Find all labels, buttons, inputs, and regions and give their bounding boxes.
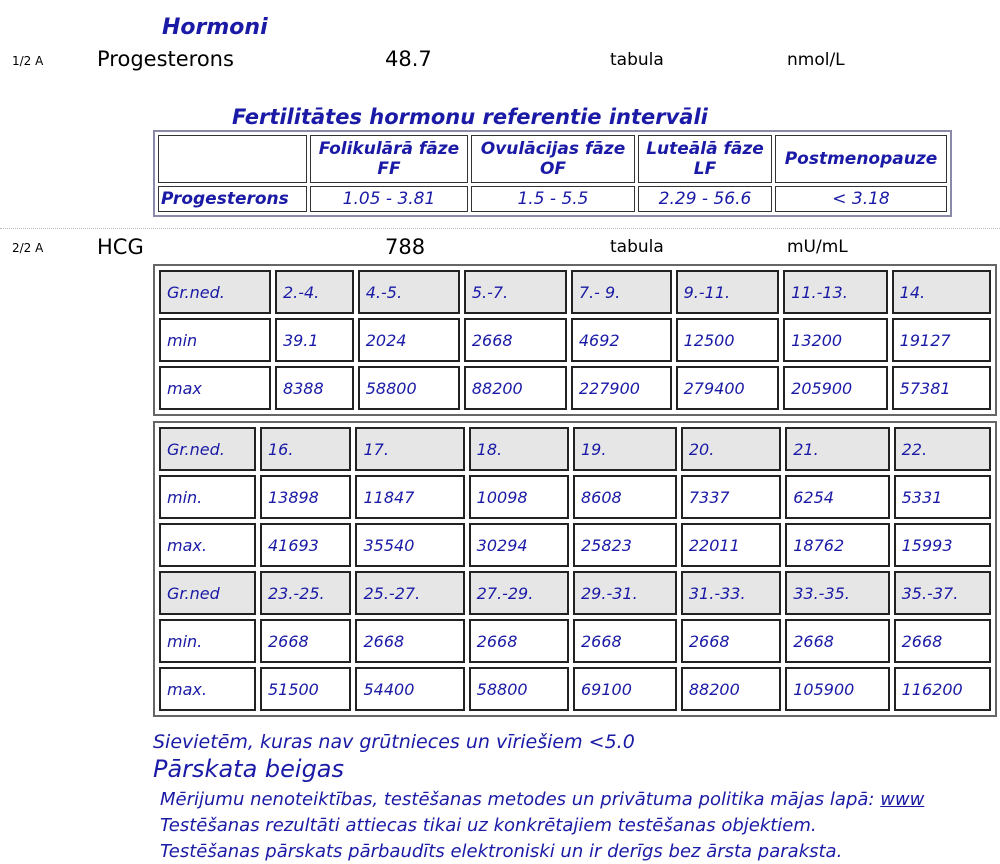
footer-line-policy [160, 789, 924, 810]
table-cell: Gr.ned. [159, 270, 271, 314]
table-cell: 105900 [785, 667, 889, 711]
table-cell: 18. [469, 427, 569, 471]
result-unit: mU/mL [787, 237, 848, 257]
table-cell: 2668 [785, 619, 889, 663]
table-cell: 2668 [464, 318, 567, 362]
result-reference: tabula [610, 237, 664, 257]
table-cell: 1.5 - 5.5 [471, 186, 635, 212]
table-row [159, 270, 991, 314]
table-cell: 2668 [260, 619, 352, 663]
table-row [159, 427, 991, 471]
footer-line-scope: Testēšanas rezultāti attiecas tikai uz konkrētajiem testēšanas objektiem. [160, 815, 817, 836]
table-cell: 30294 [469, 523, 569, 567]
table-cell: Gr.ned [159, 571, 256, 615]
table-cell: 11847 [355, 475, 464, 519]
table-cell: min. [159, 475, 256, 519]
table-cell: 15993 [894, 523, 991, 567]
table-cell: max [159, 366, 271, 410]
table-cell: Progesterons [158, 186, 307, 212]
table-cell: 57381 [892, 366, 991, 410]
table-cell: max. [159, 667, 256, 711]
table-cell: 88200 [681, 667, 781, 711]
report-end-title: Pārskata beigas [153, 755, 345, 783]
table-cell: 205900 [783, 366, 888, 410]
table-row [158, 186, 947, 212]
table-cell: 11.-13. [783, 270, 888, 314]
table-cell: 58800 [358, 366, 460, 410]
result-reference: tabula [610, 50, 664, 70]
table-row [159, 571, 991, 615]
table-cell: 18762 [785, 523, 889, 567]
table-cell: 1.05 - 3.81 [310, 186, 468, 212]
footer-policy-text: Mērijumu nenoteiktības, testēšanas metodes un privātuma politika mājas lapā: [160, 789, 881, 810]
table-cell: 17. [355, 427, 464, 471]
result-value: 788 [385, 235, 426, 259]
fertility-reference-table [153, 130, 952, 217]
table-row [159, 475, 991, 519]
table-cell: max. [159, 523, 256, 567]
result-unit: nmol/L [787, 50, 845, 70]
result-code: 2/2 A [12, 241, 44, 255]
table-row [159, 619, 991, 663]
table-cell: 4692 [571, 318, 672, 362]
table-cell: 6254 [785, 475, 889, 519]
divider [0, 228, 1000, 229]
table-cell: 31.-33. [681, 571, 781, 615]
table-cell: 35540 [355, 523, 464, 567]
table-cell: 29.-31. [573, 571, 677, 615]
table-cell: 19127 [892, 318, 991, 362]
table-cell: 9.-11. [676, 270, 780, 314]
table-header-cell: Ovulācijas fāze OF [471, 135, 635, 183]
table-cell: 25.-27. [355, 571, 464, 615]
table-header-cell [158, 135, 307, 183]
reference-note: Sievietēm, kuras nav grūtnieces un vīriešiem <5.0 [153, 731, 635, 753]
table-cell: 33.-35. [785, 571, 889, 615]
table-cell: 227900 [571, 366, 672, 410]
table-header-cell: Folikulārā fāze FF [310, 135, 468, 183]
table-cell: 14. [892, 270, 991, 314]
homepage-link[interactable]: www [880, 789, 925, 810]
table-row [159, 667, 991, 711]
table-cell: 13898 [260, 475, 352, 519]
table-cell: 279400 [676, 366, 780, 410]
hcg-reference-table-1 [153, 264, 997, 416]
table-cell: 16. [260, 427, 352, 471]
table-header-cell: Postmenopauze [775, 135, 947, 183]
table-cell: 7.- 9. [571, 270, 672, 314]
table-cell: 22. [894, 427, 991, 471]
table-cell: 2024 [358, 318, 460, 362]
result-name: HCG [97, 235, 144, 259]
table-cell: 27.-29. [469, 571, 569, 615]
table-cell: min. [159, 619, 256, 663]
table-cell: 7337 [681, 475, 781, 519]
table-cell: Gr.ned. [159, 427, 256, 471]
table-cell: 20. [681, 427, 781, 471]
table-cell: 5.-7. [464, 270, 567, 314]
section-title: Hormoni [162, 15, 268, 40]
result-name: Progesterons [97, 47, 234, 71]
result-value: 48.7 [385, 47, 432, 71]
table-cell: 2668 [573, 619, 677, 663]
table-cell: 58800 [469, 667, 569, 711]
table-cell: 2.-4. [275, 270, 354, 314]
table-cell: 23.-25. [260, 571, 352, 615]
table-cell: 5331 [894, 475, 991, 519]
table-cell: 8608 [573, 475, 677, 519]
table-cell: 12500 [676, 318, 780, 362]
table-cell: < 3.18 [775, 186, 947, 212]
table-cell: 41693 [260, 523, 352, 567]
fertility-title: Fertilitātes hormonu referentie intervāli [232, 105, 708, 129]
table-cell: 51500 [260, 667, 352, 711]
table-cell: 2668 [681, 619, 781, 663]
result-code: 1/2 A [12, 54, 44, 68]
table-cell: 25823 [573, 523, 677, 567]
table-cell: 2668 [469, 619, 569, 663]
table-cell: 2668 [355, 619, 464, 663]
table-cell: 2.29 - 56.6 [638, 186, 772, 212]
table-cell: 4.-5. [358, 270, 460, 314]
table-cell: 54400 [355, 667, 464, 711]
table-cell: 10098 [469, 475, 569, 519]
table-cell: 22011 [681, 523, 781, 567]
hcg-reference-table-2 [153, 421, 997, 717]
table-cell: 13200 [783, 318, 888, 362]
table-header-cell: Luteālā fāze LF [638, 135, 772, 183]
table-cell: 8388 [275, 366, 354, 410]
footer-line-validity: Testēšanas pārskats pārbaudīts elektroniski un ir derīgs bez ārsta paraksta. [160, 841, 843, 862]
table-cell: min [159, 318, 271, 362]
table-cell: 21. [785, 427, 889, 471]
table-cell: 88200 [464, 366, 567, 410]
table-cell: 19. [573, 427, 677, 471]
table-cell: 116200 [894, 667, 991, 711]
table-cell: 35.-37. [894, 571, 991, 615]
table-row [159, 318, 991, 362]
table-cell: 2668 [894, 619, 991, 663]
table-header-row [158, 135, 947, 183]
table-row [159, 523, 991, 567]
table-cell: 39.1 [275, 318, 354, 362]
table-row [159, 366, 991, 410]
table-cell: 69100 [573, 667, 677, 711]
